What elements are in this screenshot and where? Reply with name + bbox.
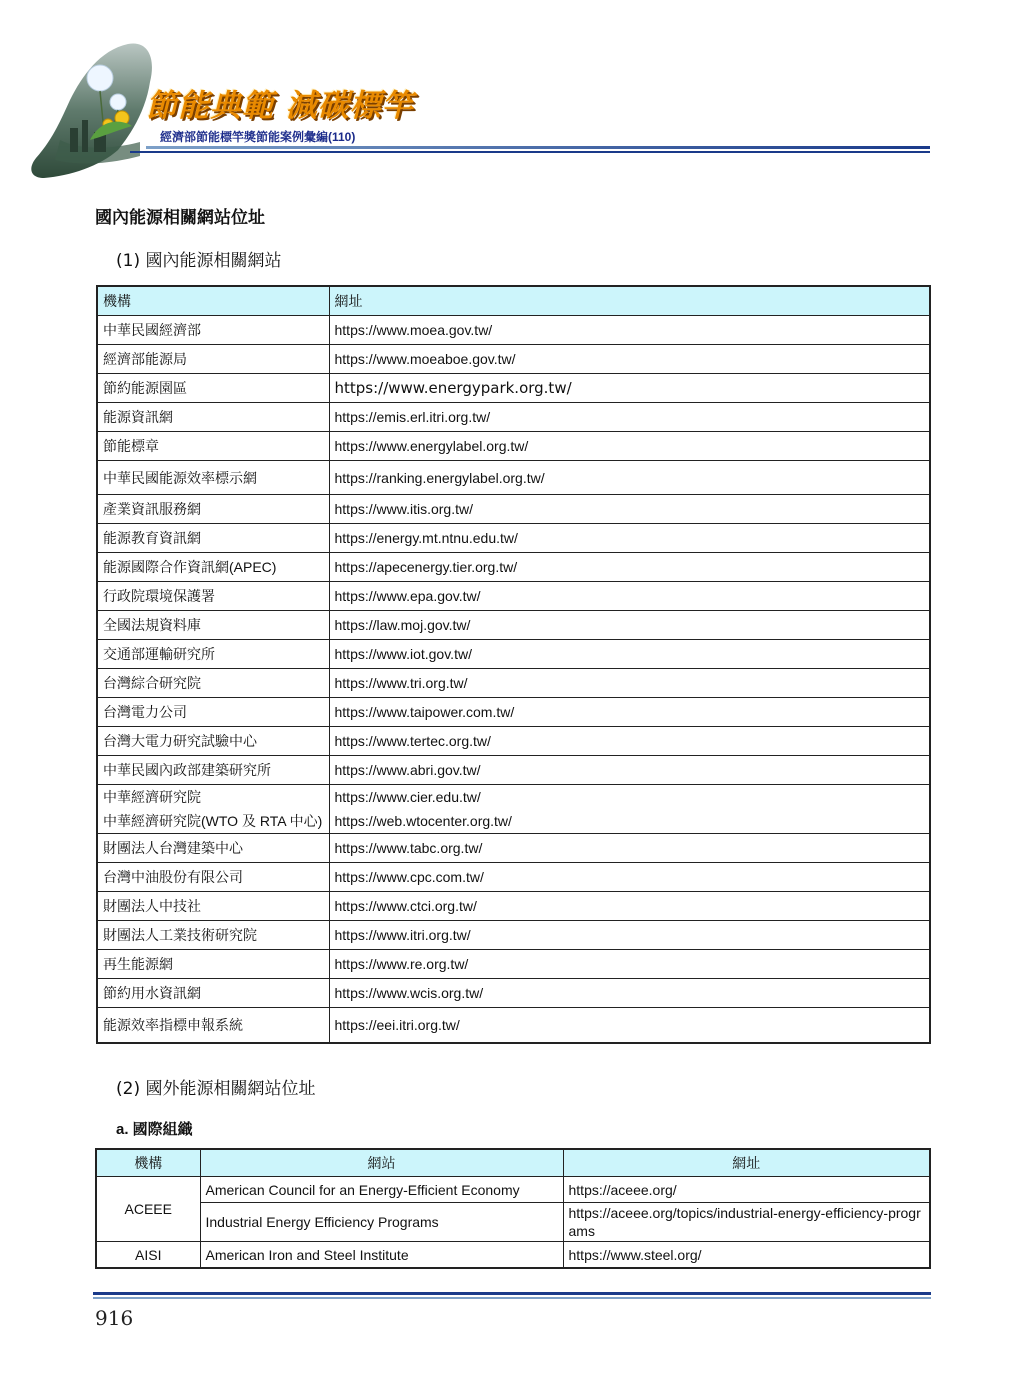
url-link[interactable]: https://www.taipower.com.tw/ <box>329 698 930 727</box>
url-link[interactable]: https://aceee.org/topics/industrial-energy-efficiency-programs <box>563 1203 930 1242</box>
table-row <box>97 640 930 669</box>
url-link[interactable]: https://www.cpc.com.tw/ <box>329 863 930 892</box>
table-row <box>96 1203 930 1242</box>
url-link[interactable]: https://www.tabc.org.tw/ <box>329 834 930 863</box>
table-row <box>97 403 930 432</box>
header-org: 機構 <box>96 1149 200 1177</box>
url-link[interactable]: https://www.itri.org.tw/ <box>329 921 930 950</box>
org-cell: 再生能源網 <box>97 950 329 979</box>
brand-title: 節能典範 減碳標竿 <box>146 88 414 124</box>
org-cell: 節約用水資訊網 <box>97 979 329 1008</box>
table-row <box>96 1177 930 1203</box>
site-cell: Industrial Energy Efficiency Programs <box>200 1203 563 1242</box>
org-cell: 節約能源園區 <box>97 374 329 403</box>
url-link[interactable]: https://www.iot.gov.tw/ <box>329 640 930 669</box>
org-cell: 中華民國經濟部 <box>97 316 329 345</box>
org-cell: 能源效率指標申報系統 <box>97 1008 329 1044</box>
subsection-domestic-title: (1) 國內能源相關網站 <box>116 251 282 271</box>
org-cell: 行政院環境保護署 <box>97 582 329 611</box>
org-cell: 財團法人工業技術研究院 <box>97 921 329 950</box>
org-cell: 台灣電力公司 <box>97 698 329 727</box>
page-header <box>0 0 1024 185</box>
url-link[interactable]: https://www.energypark.org.tw/ <box>329 374 930 403</box>
table-row <box>97 979 930 1008</box>
table-row <box>97 524 930 553</box>
org-cell: 能源國際合作資訊網(APEC) <box>97 553 329 582</box>
domestic-sites-table <box>96 285 931 1044</box>
table-row <box>97 495 930 524</box>
org-cell: 中華民國能源效率標示網 <box>97 461 329 495</box>
table-row <box>97 345 930 374</box>
url-link[interactable]: https://www.wcis.org.tw/ <box>329 979 930 1008</box>
org-cell: ACEEE <box>96 1177 200 1242</box>
header-url: 網址 <box>329 286 930 316</box>
subsection-foreign-title: (2) 國外能源相關網站位址 <box>116 1079 316 1099</box>
org-cell: 節能標章 <box>97 432 329 461</box>
org-line: 中華經濟研究院(WTO 及 RTA 中心) <box>103 813 323 829</box>
org-cell: 台灣中油股份有限公司 <box>97 863 329 892</box>
table-row <box>97 727 930 756</box>
table-row <box>97 316 930 345</box>
org-cell: AISI <box>96 1242 200 1269</box>
org-cell: 中華民國內政部建築研究所 <box>97 756 329 785</box>
table-row <box>97 461 930 495</box>
table-row <box>97 553 930 582</box>
url-link[interactable]: https://aceee.org/ <box>563 1177 930 1203</box>
url-link[interactable]: https://www.moeaboe.gov.tw/ <box>329 345 930 374</box>
site-cell: American Iron and Steel Institute <box>200 1242 563 1269</box>
org-cell <box>97 785 329 834</box>
page-number: 916 <box>95 1306 134 1330</box>
org-cell: 全國法規資料庫 <box>97 611 329 640</box>
org-cell: 台灣大電力研究試驗中心 <box>97 727 329 756</box>
table-row <box>96 1242 930 1269</box>
brand-subtitle: 經濟部節能標竿獎節能案例彙編(110) <box>160 130 356 144</box>
url-link[interactable]: https://web.wtocenter.org.tw/ <box>334 813 512 829</box>
org-cell: 產業資訊服務網 <box>97 495 329 524</box>
table-row <box>97 698 930 727</box>
header-site: 網站 <box>200 1149 563 1177</box>
table-row <box>97 611 930 640</box>
table-row <box>97 921 930 950</box>
url-link[interactable]: https://www.epa.gov.tw/ <box>329 582 930 611</box>
table-row <box>97 756 930 785</box>
org-line: 中華經濟研究院 <box>103 789 201 805</box>
url-link[interactable]: https://www.steel.org/ <box>563 1242 930 1269</box>
org-cell: 交通部運輸研究所 <box>97 640 329 669</box>
subsection-international-orgs-title: a. 國際組織 <box>116 1121 193 1138</box>
table-row <box>97 374 930 403</box>
table-row <box>97 950 930 979</box>
org-cell: 經濟部能源局 <box>97 345 329 374</box>
url-link[interactable]: https://www.re.org.tw/ <box>329 950 930 979</box>
table-header-row <box>97 286 930 316</box>
url-link[interactable]: https://ranking.energylabel.org.tw/ <box>329 461 930 495</box>
url-link[interactable]: https://apecenergy.tier.org.tw/ <box>329 553 930 582</box>
url-link[interactable]: https://emis.erl.itri.org.tw/ <box>329 403 930 432</box>
url-link[interactable]: https://www.moea.gov.tw/ <box>329 316 930 345</box>
table-row <box>97 1008 930 1044</box>
url-link[interactable]: https://www.ctci.org.tw/ <box>329 892 930 921</box>
org-cell: 財團法人中技社 <box>97 892 329 921</box>
section-title: 國內能源相關網站位址 <box>95 208 265 227</box>
international-orgs-table <box>95 1148 931 1269</box>
footer-rule <box>93 1292 931 1302</box>
url-link[interactable]: https://energy.mt.ntnu.edu.tw/ <box>329 524 930 553</box>
table-row <box>97 582 930 611</box>
url-link[interactable]: https://www.itis.org.tw/ <box>329 495 930 524</box>
url-link[interactable]: https://eei.itri.org.tw/ <box>329 1008 930 1044</box>
header-org: 機構 <box>97 286 329 316</box>
org-cell: 台灣綜合研究院 <box>97 669 329 698</box>
org-cell: 能源教育資訊網 <box>97 524 329 553</box>
site-cell: American Council for an Energy-Efficient Economy <box>200 1177 563 1203</box>
org-cell: 能源資訊網 <box>97 403 329 432</box>
url-link[interactable]: https://law.moj.gov.tw/ <box>329 611 930 640</box>
table-row <box>97 785 930 834</box>
table-row <box>97 892 930 921</box>
url-cell <box>329 785 930 834</box>
table-header-row <box>96 1149 930 1177</box>
org-cell: 財團法人台灣建築中心 <box>97 834 329 863</box>
table-row <box>97 863 930 892</box>
table-row <box>97 834 930 863</box>
url-link[interactable]: https://www.tertec.org.tw/ <box>329 727 930 756</box>
url-link[interactable]: https://www.cier.edu.tw/ <box>334 789 481 805</box>
header-url: 網址 <box>563 1149 930 1177</box>
table-row <box>97 669 930 698</box>
url-link[interactable]: https://www.abri.gov.tw/ <box>329 756 930 785</box>
table-row <box>97 432 930 461</box>
url-link[interactable]: https://www.energylabel.org.tw/ <box>329 432 930 461</box>
url-link[interactable]: https://www.tri.org.tw/ <box>329 669 930 698</box>
